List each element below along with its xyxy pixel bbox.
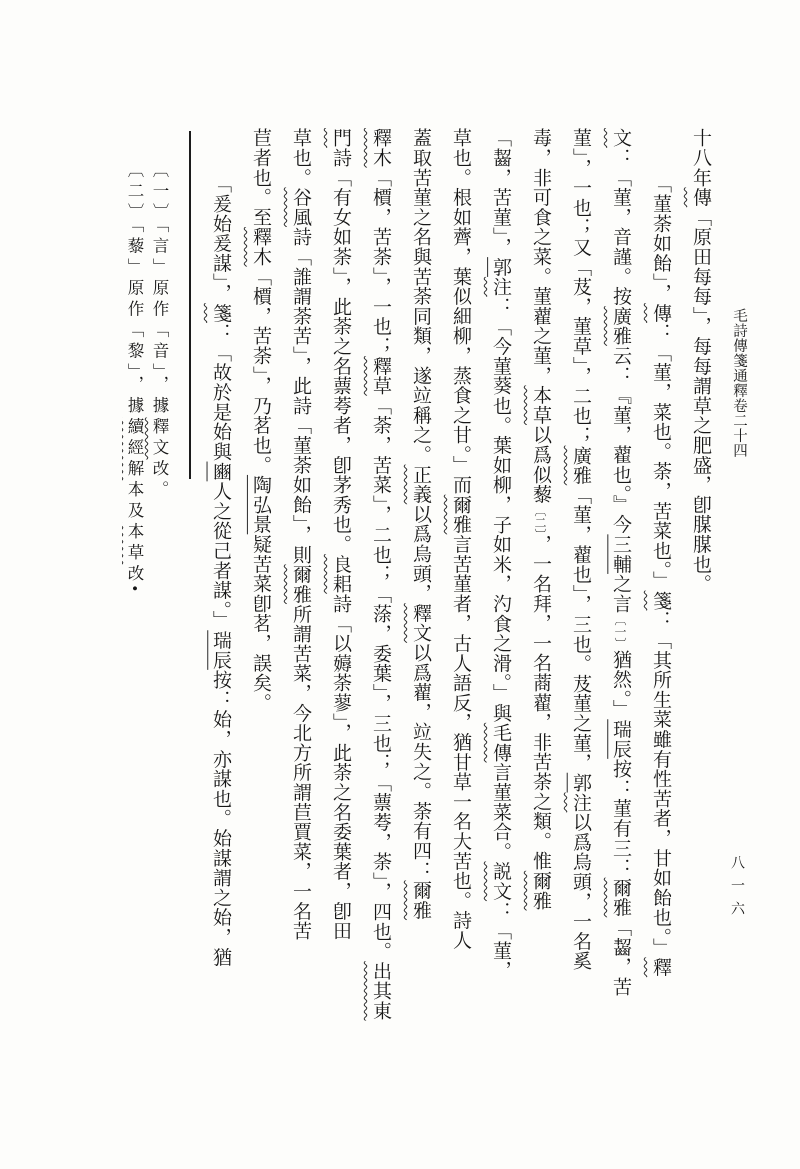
book-title-text: 毛傳 — [490, 722, 511, 763]
proper-name-text: 陶弘景 — [250, 474, 271, 535]
text-segment: 云：『菫，藋也。』今 — [610, 345, 631, 535]
book-title-text: 爾雅 — [290, 564, 311, 605]
text-segment: 言菫菜合。 — [490, 762, 511, 862]
text-segment: 之言 — [610, 573, 631, 614]
text-segment: 詩「誰謂荼苦」，此詩「菫荼如飴」，則 — [290, 227, 311, 565]
book-title-text: 廣雅 — [610, 306, 631, 346]
text-segment: 「檟，苦荼」，一也； — [370, 167, 391, 357]
text-segment: 「菫，藋也」，三也。芨菫之菫， — [570, 485, 591, 773]
text-segment: ：「菫，菜也。荼，苦菜也。」 — [650, 322, 671, 591]
proper-name-text: 三輔 — [610, 534, 631, 574]
text-segment: 「荼，苦菜」，二也；「蒤，委葉」，三也；「蔈荂，荼」，四也。 — [370, 395, 391, 962]
book-title-text: 傳 — [650, 303, 671, 323]
text-segment: 「齧，苦菫」， — [490, 128, 511, 258]
text-segment: ：「故於是始與 — [210, 322, 231, 462]
book-title-text: 釋文 — [150, 417, 169, 460]
book-title-text: 續經解 — [125, 417, 144, 481]
text-column-8 — [400, 128, 440, 1072]
text-column-7 — [440, 128, 480, 1072]
text-segment: 言苦菫者，古人語反，猶甘草一名大苦也。詩人 — [450, 534, 471, 951]
text-segment: 蓋取苦菫之名與苦荼同類，遂竝稱之。 — [410, 128, 431, 465]
text-segment: 詩「以薅荼蓼」，此荼之名委葉者，卽田 — [330, 593, 351, 941]
book-title-text: 説文 — [490, 861, 511, 902]
text-column-2 — [640, 128, 680, 1072]
text-segment: 改。 — [150, 459, 169, 502]
text-column-3 — [600, 128, 640, 1072]
proper-name-text: 豳 — [210, 461, 231, 482]
text-segment: 草也。根如薺，葉似細柳，蒸食之甘。」而 — [450, 128, 471, 495]
text-column-4 — [560, 128, 600, 1072]
book-title-text: 爾雅 — [410, 880, 431, 921]
book-title-text: 釋 — [650, 957, 671, 978]
book-title-text: 箋 — [210, 303, 231, 323]
text-segment: 猶然。」 — [610, 649, 631, 720]
book-title-text: 傳 — [690, 187, 711, 208]
proper-name-text: 瑞辰 — [610, 719, 631, 759]
book-title-text: 釋草 — [370, 356, 391, 396]
proper-name-text: 瑞辰 — [210, 630, 231, 670]
text-column-5 — [520, 128, 560, 1072]
book-title-text: 爾雅 — [530, 870, 551, 911]
text-segment: ：「菫，音謹。按 — [610, 147, 631, 307]
main-text-block — [200, 128, 720, 1072]
text-column-11 — [280, 128, 320, 1072]
book-title-text: 文 — [610, 128, 631, 148]
text-column-1 — [680, 128, 720, 1072]
book-title-text: 釋文 — [410, 603, 431, 643]
text-segment: 「原田每每」，每每謂草之肥盛，卽腜腜也。 — [690, 207, 711, 594]
book-title-text: 注 — [490, 276, 511, 297]
text-segment: 「檟，苦荼」，乃茗也。 — [250, 266, 271, 475]
text-segment: 疑苦菜卽茗，誤矣。 — [250, 534, 271, 713]
text-segment: 毒，非可食之菜。菫藋之菫， — [530, 128, 551, 386]
book-title: 毛詩傳箋通釋卷二十四 — [731, 308, 747, 458]
book-title-text: 本草 — [125, 522, 144, 565]
text-segment: 以爲烏頭， — [410, 504, 431, 604]
footnote-column-1 — [147, 161, 172, 661]
text-column-13 — [200, 128, 240, 1072]
text-segment: ：「今菫葵也。葉如柳，子如米，汋食之滑。」與 — [490, 296, 511, 723]
text-segment: 以爲烏頭，一名奚 — [570, 812, 591, 971]
text-segment: 本及 — [125, 480, 144, 523]
book-title-text: 釋木 — [250, 227, 271, 267]
proper-name-text: 郭 — [490, 257, 511, 277]
text-segment: ：「其所生菜雖有性苦者，甘如飴也。」 — [650, 610, 671, 958]
text-column-12 — [240, 128, 280, 1072]
text-segment: 按：始，亦謀也。始謀謂之始，猶 — [210, 669, 231, 967]
text-segment: 詩「有女如荼」，此荼之名蔈荂者，卽茅秀也。 — [330, 147, 351, 555]
text-segment: 十八年 — [690, 128, 711, 188]
inline-note-number: 〔二〕 — [533, 504, 547, 535]
text-segment: 以爲似藜 — [530, 425, 551, 505]
text-segment: 人之從己者謀。」 — [210, 481, 231, 631]
footnote-column-2 — [122, 161, 147, 661]
proper-name-text: 郭 — [570, 772, 591, 793]
book-title-text: 箋 — [650, 590, 671, 611]
footnotes-block — [122, 161, 172, 661]
book-title-text: 門 — [330, 128, 351, 148]
text-segment: 以爲藋，竝失之。荼有四： — [410, 642, 431, 881]
text-segment: 草也。 — [290, 128, 311, 188]
book-title-text: 本草 — [530, 385, 551, 426]
annotation-divider-line — [189, 131, 191, 479]
book-title-text: 爾雅 — [450, 494, 471, 535]
text-column-6 — [480, 128, 520, 1072]
book-title-text: 出其東 — [370, 961, 391, 1021]
text-segment: ：「菫， — [490, 901, 511, 981]
text-segment: 「爰始爰謀」， — [210, 174, 231, 304]
book-title-text: 廣雅 — [570, 445, 591, 486]
book-title-text: 釋木 — [370, 128, 391, 168]
text-segment: ，一名拜，一名蔏藋，非苦荼之類。惟 — [530, 534, 551, 871]
text-segment: 苣者也。至 — [250, 128, 271, 227]
book-title-text: 谷風 — [290, 187, 311, 228]
text-segment: 「菫荼如飴」， — [650, 174, 671, 304]
inline-note-number: 〔一〕 — [613, 613, 627, 650]
book-title-text: 正義 — [410, 464, 431, 505]
text-segment: 所謂苦菜，今北方所謂苣賈菜，一名苦 — [290, 604, 311, 941]
text-column-9 — [360, 128, 400, 1072]
text-segment: 〔一〕「言」原作「音」，據 — [150, 161, 169, 418]
text-column-10 — [320, 128, 360, 1072]
text-segment: 菫」，一也；又「芨，菫草」，二也； — [570, 128, 591, 446]
book-title-text: 良耜 — [330, 554, 351, 594]
book-title-text: 注 — [570, 792, 591, 813]
page-number: 八一六 — [729, 855, 744, 924]
book-title-text: 爾雅 — [610, 877, 631, 918]
text-segment: 〔二〕「藜」原作「黎」，據 — [125, 161, 144, 418]
text-segment: 按：菫有三： — [610, 758, 631, 878]
text-segment: 改• — [125, 564, 144, 596]
text-segment: 「齧，苦 — [610, 917, 631, 997]
